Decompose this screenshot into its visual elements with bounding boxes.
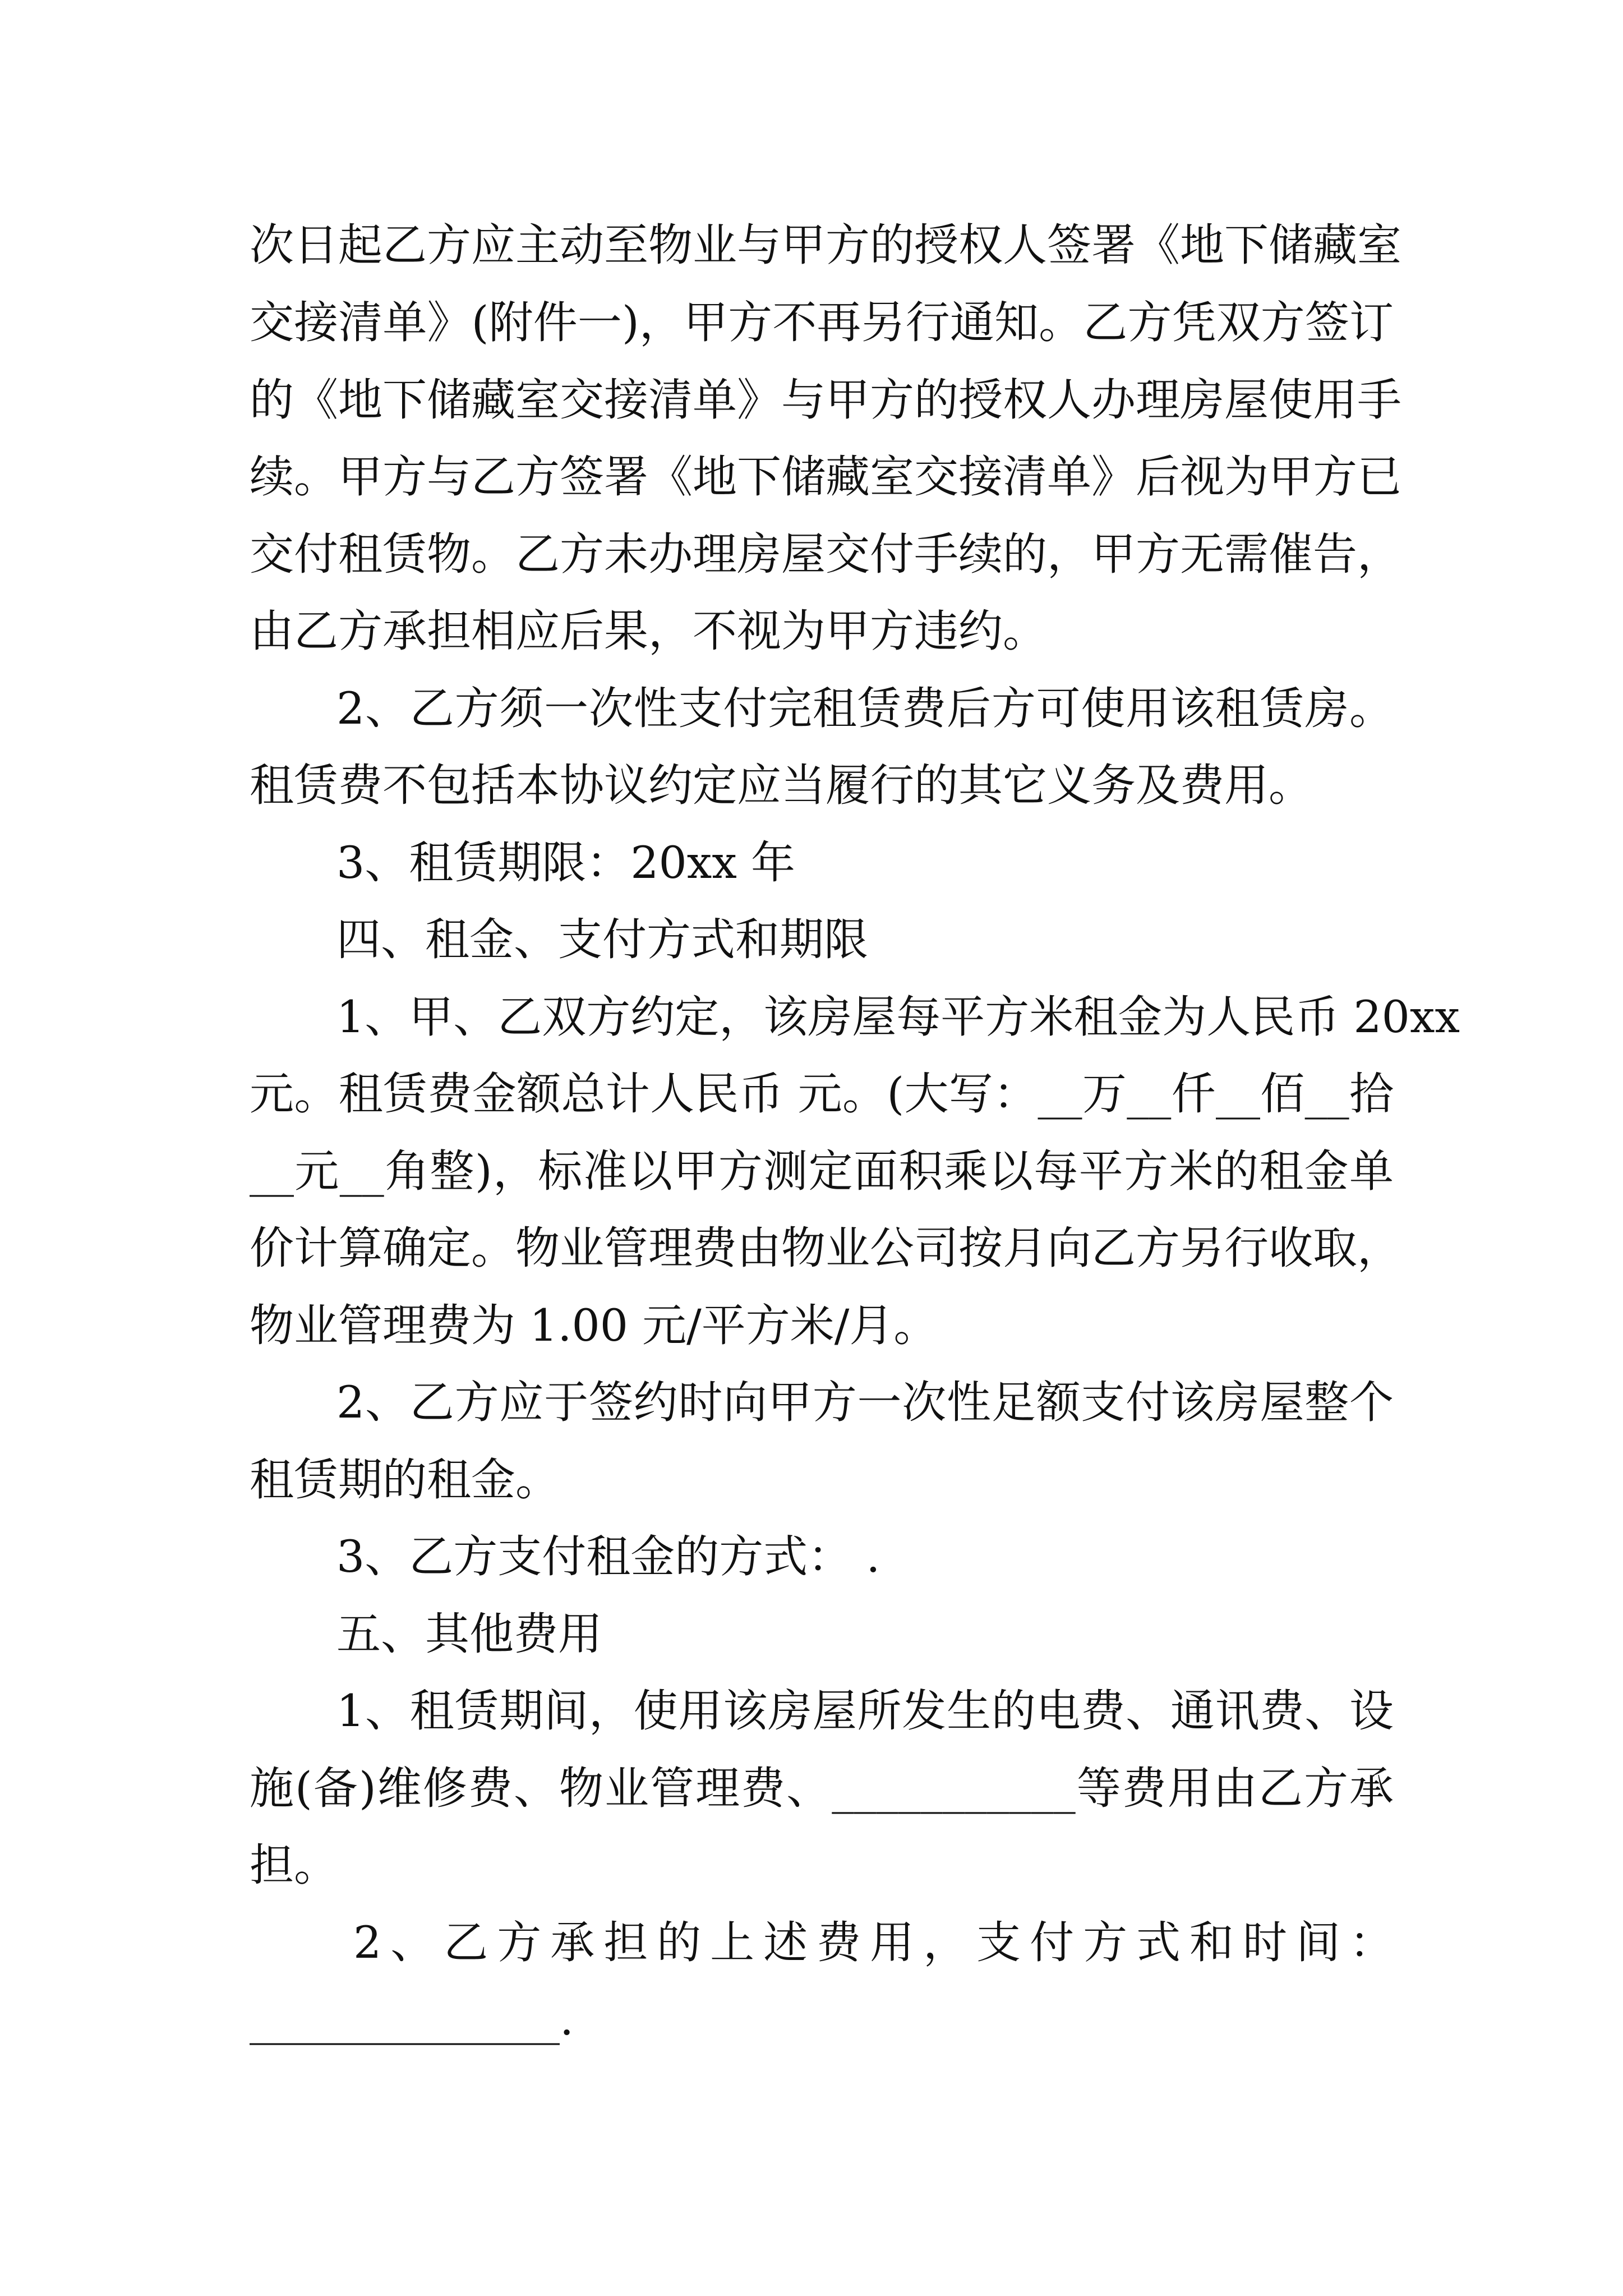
text-line: 由乙方承担相应后果，不视为甲方违约。 xyxy=(250,605,1047,657)
text-line: __元__角整)，标准以甲方测定面积乘以每平方米的租金单 xyxy=(250,1145,1394,1197)
paragraph-line: 1、租赁期间，使用该房屋所发生的电费、通讯费、设 xyxy=(336,1685,1394,1737)
paragraph-line: 3、租赁期限：20xx 年 xyxy=(336,837,796,889)
text-line: 的《地下储藏室交接清单》与甲方的授权人办理房屋使用手 xyxy=(250,374,1401,426)
paragraph-line: 2、乙方须一次性支付完租赁费后方可使用该租赁房。 xyxy=(336,683,1394,734)
text-line: 交接清单》(附件一)，甲方不再另行通知。乙方凭双方签订 xyxy=(250,297,1394,348)
text-line: 担。 xyxy=(250,1839,338,1891)
text-line: 续。甲方与乙方签署《地下储藏室交接清单》后视为甲方已 xyxy=(250,451,1401,503)
paragraph-line: 2、乙方承担的上述费用，支付方式和时间： xyxy=(353,1917,1394,1968)
paragraph-line: 1、甲、乙双方约定，该房屋每平方米租金为人民币 20xx xyxy=(336,991,1460,1043)
text-line: ______________. xyxy=(250,1994,574,2045)
text-line: 次日起乙方应主动至物业与甲方的授权人签署《地下储藏室 xyxy=(250,219,1401,271)
text-line: 元。租赁费金额总计人民币 元。(大写：__万__仟__佰__拾 xyxy=(250,1068,1394,1120)
text-line: 交付租赁物。乙方未办理房屋交付手续的，甲方无需催告， xyxy=(250,528,1401,580)
text-line: 物业管理费为 1.00 元/平方米/月。 xyxy=(250,1300,938,1351)
text-line: 租赁费不包括本协议约定应当履行的其它义务及费用。 xyxy=(250,760,1313,811)
section-heading: 四、租金、支付方式和期限 xyxy=(336,914,868,965)
text-line: 施(备)维修费、物业管理费、___________等费用由乙方承 xyxy=(250,1763,1394,1814)
paragraph-line: 3、乙方支付租金的方式： . xyxy=(336,1531,880,1582)
text-line: 租赁期的租金。 xyxy=(250,1454,560,1506)
section-heading: 五、其他费用 xyxy=(336,1608,602,1660)
text-line: 价计算确定。物业管理费由物业公司按月向乙方另行收取， xyxy=(250,1222,1401,1274)
paragraph-line: 2、乙方应于签约时向甲方一次性足额支付该房屋整个 xyxy=(336,1377,1394,1428)
